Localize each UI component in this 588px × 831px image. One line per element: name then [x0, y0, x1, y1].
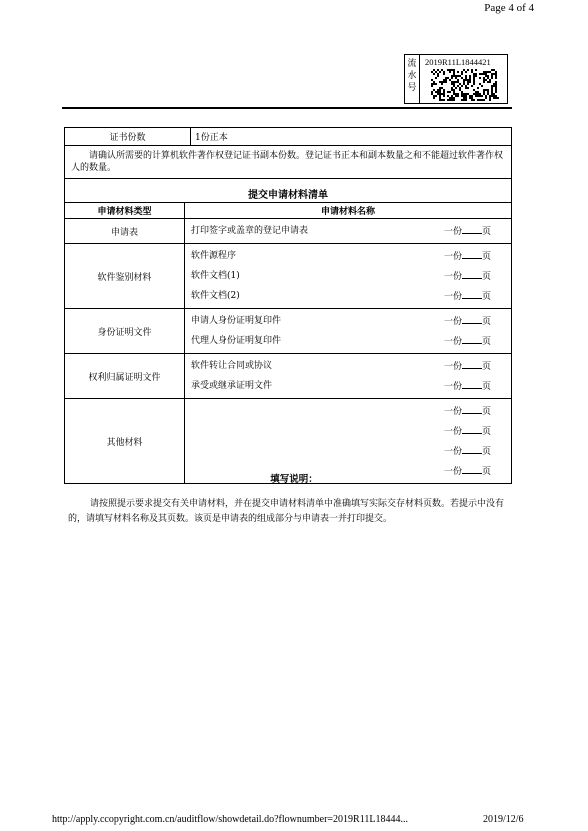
material-names: [185, 219, 512, 244]
copies-label: 一份: [443, 227, 462, 237]
page-count-blank: [462, 356, 482, 369]
header-rule: [62, 107, 512, 109]
material-item: [191, 266, 505, 286]
checklist-group: [65, 244, 512, 309]
page-count-blank: [462, 246, 482, 259]
serial-number: 2019R11L1844421: [425, 57, 491, 67]
material-name: 承受或继承证明文件: [191, 381, 273, 391]
material-item: [191, 221, 505, 241]
page-unit: 页: [481, 252, 491, 262]
page-count: [444, 356, 491, 377]
page-count: [444, 311, 491, 332]
page-count-blank: [462, 441, 482, 454]
material-type: 其他材料: [65, 399, 185, 484]
footer-url: http://apply.ccopyright.com.cn/auditflow/showdetail.do?flownumber=2019R11L18444...: [52, 814, 408, 825]
material-names: [185, 309, 512, 354]
page-unit: 页: [481, 272, 491, 282]
checklist-group: [65, 309, 512, 354]
copies-label: 一份: [443, 272, 462, 282]
material-type: 身份证明文件: [65, 309, 185, 354]
copies-label: 一份: [443, 467, 462, 477]
material-names: [185, 354, 512, 399]
page-count-blank: [462, 311, 482, 324]
instructions-text: 请按照提示要求提交有关申请材料，并在提交申请材料清单中准确填写实际交存材料页数。若提示中没有的，请填写材料名称及其页数。该页是申请表的组成部分与申请表一并打印提交。: [68, 499, 505, 524]
copies-label: 一份: [443, 407, 462, 417]
page-unit: 页: [481, 407, 491, 417]
page-unit: 页: [481, 382, 491, 392]
copies-label: 一份: [443, 427, 462, 437]
instructions-title: 填写说明：: [270, 474, 318, 485]
page-unit: 页: [481, 447, 491, 457]
serial-number-box: [404, 54, 508, 104]
material-names: [185, 244, 512, 309]
material-item: [191, 331, 505, 351]
page-unit: 页: [481, 292, 491, 302]
page-count-blank: [462, 401, 482, 414]
checklist-title: 提交申请材料清单: [65, 179, 512, 203]
material-name: 软件文档(1): [191, 271, 240, 281]
page-count: [444, 421, 491, 442]
page-count-blank: [462, 221, 482, 234]
col-material-name: 申请材料名称: [185, 203, 512, 219]
checklist-groups: [65, 219, 512, 484]
checklist-group: [65, 354, 512, 399]
material-item: [191, 311, 505, 331]
checklist-group: [65, 219, 512, 244]
certificate-table: [64, 127, 512, 179]
page-count: [444, 441, 491, 462]
page-count: [444, 266, 491, 287]
material-item: [191, 401, 505, 421]
page-unit: 页: [481, 467, 491, 477]
material-item: [191, 421, 505, 441]
copies-label: 一份: [443, 337, 462, 347]
material-item: [191, 246, 505, 266]
material-type: 软件鉴别材料: [65, 244, 185, 309]
material-item: [191, 286, 505, 306]
page-count-blank: [462, 286, 482, 299]
material-type: 权利归属证明文件: [65, 354, 185, 399]
page-number: Page 4 of 4: [484, 2, 534, 14]
barcode-icon: [431, 69, 499, 101]
page-unit: 页: [481, 227, 491, 237]
page-unit: 页: [481, 337, 491, 347]
page-count-blank: [462, 376, 482, 389]
page-count: [444, 221, 491, 242]
page-count: [444, 286, 491, 307]
page-unit: 页: [481, 427, 491, 437]
certificate-notice: 请确认所需要的计算机软件著作权登记证书副本份数。登记证书正本和副本数量之和不能超过软件著作权人的数量。: [65, 146, 512, 179]
copies-label: 一份: [443, 447, 462, 457]
copies-label: 一份: [443, 362, 462, 372]
footer-date: 2019/12/6: [483, 814, 524, 825]
material-item: [191, 356, 505, 376]
certificate-label: 证书份数: [65, 128, 191, 146]
page-count: [444, 246, 491, 267]
page-count-blank: [462, 266, 482, 279]
copies-label: 一份: [443, 382, 462, 392]
copies-label: 一份: [443, 292, 462, 302]
page-count: [444, 401, 491, 422]
copies-label: 一份: [443, 252, 462, 262]
material-type: 申请表: [65, 219, 185, 244]
material-name: 软件文档(2): [191, 291, 240, 301]
material-name: 代理人身份证明复印件: [191, 336, 282, 346]
page-count-blank: [462, 331, 482, 344]
material-name: 软件源程序: [191, 251, 237, 261]
page-count: [444, 376, 491, 397]
material-item: [191, 441, 505, 461]
page-unit: 页: [481, 317, 491, 327]
page-unit: 页: [481, 362, 491, 372]
serial-label: 流 水 号: [405, 55, 420, 103]
material-name: 申请人身份证明复印件: [191, 316, 282, 326]
page-count: [444, 331, 491, 352]
copies-label: 一份: [443, 317, 462, 327]
materials-checklist: [64, 178, 512, 484]
col-material-type: 申请材料类型: [65, 203, 185, 219]
page-count-blank: [462, 421, 482, 434]
certificate-value: 1份正本: [191, 128, 512, 146]
material-item: [191, 376, 505, 396]
material-name: 软件转让合同或协议: [191, 361, 273, 371]
material-name: 打印签字或盖章的登记申请表: [191, 226, 309, 236]
